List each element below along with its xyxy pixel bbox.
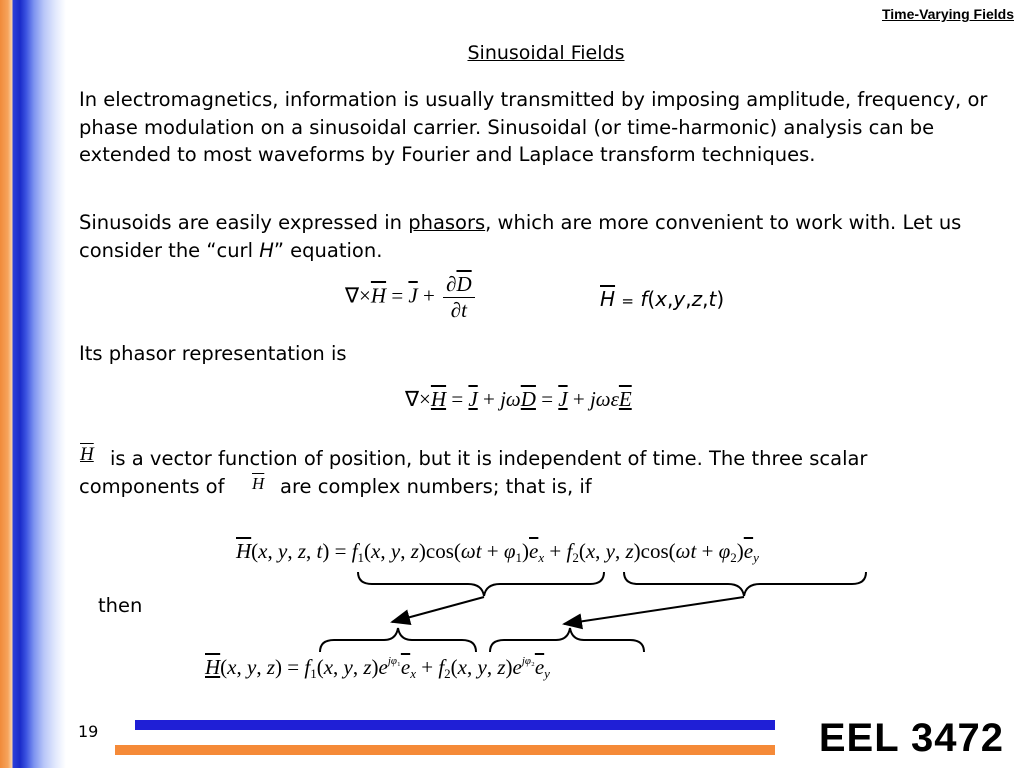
header-title: Time-Varying Fields [881, 6, 1014, 22]
phasors-text-end: ” equation. [273, 238, 383, 262]
paragraph-vector-function: is a vector function of position, but it is independent of time. The three scalar [110, 447, 868, 470]
time-domain-h-equation: $\overline{H}(x$, y, z, $t) = f_1(x$, y, $z)\cos(\omega t + \varphi_1)\overline{e}_x + f_2(x$, y, $z)\cos(\omega t + \varphi_2)\overline{e}_y$ [236, 539, 759, 565]
paragraph-intro: In electromagnetics, information is usually transmitted by imposing amplitude, frequency, or phase modulation on a sinusoidal carrier. Sinusoidal (or time-harmonic) analysis can be extended to most waveforms by Fourier and Laplace transform techniques. [79, 88, 988, 166]
brace-term2 [624, 572, 866, 596]
phasors-link[interactable]: phasors [408, 211, 486, 234]
phasors-text-after: , which are more convenient to work with. Let us consider the “curl [79, 211, 962, 262]
brace-phasor1 [320, 628, 476, 652]
footer-bar-orange [115, 745, 775, 755]
then-label: then [98, 594, 143, 617]
phasor-equation: ∇×H = J + jωD = J + jωεE [405, 387, 632, 411]
paragraph-components-after: are complex numbers; that is, if [280, 475, 592, 498]
phasor-h-equation: H(x, y, $z) = f_1(x$, y, $z)e^{j\varphi_1}\overline{e}_x + f_2(x$, y, $z)e^{j\varphi_2}\overline{e}_y$ [205, 655, 550, 681]
paragraph-phasor-representation: Its phasor representation is [79, 342, 347, 365]
h-phasor-symbol: H [80, 444, 94, 465]
paragraph-phasors [79, 209, 1009, 264]
brace-term1 [358, 572, 604, 596]
h-function-equation: $\overline{H} = f(x,y,z,t)$ [600, 287, 725, 311]
sidebar-decoration [0, 0, 66, 768]
paragraph-components-before: components of [79, 475, 225, 498]
arrow-term2 [564, 597, 744, 624]
curl-h-equation: $\nabla\times\overline{H} = \overline{J}$ + $\frac{\partial\overline{D}}{\partial t}$ [345, 272, 478, 323]
footer-bar-blue [135, 720, 775, 730]
page-number: 19 [78, 722, 99, 741]
slide-title: Sinusoidal Fields [467, 42, 625, 64]
arrow-term1 [392, 597, 484, 622]
course-code: EEL 3472 [818, 716, 1004, 760]
brace-phasor2 [490, 628, 644, 652]
curl-h-italic: H [259, 238, 274, 262]
phasors-text-before: Sinusoids are easily expressed in [79, 211, 409, 234]
h-inline-symbol: $\overline{H}$ [252, 474, 265, 493]
